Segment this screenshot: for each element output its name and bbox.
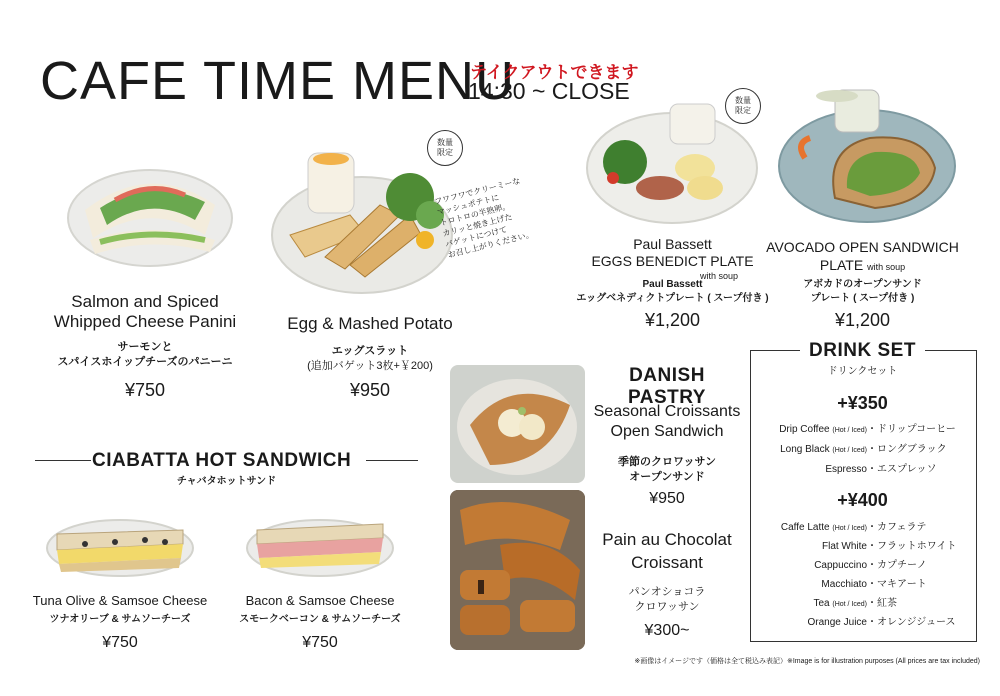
drink-row — [755, 575, 970, 594]
limited-badge — [427, 130, 463, 166]
drink-en: Drip Coffee — [779, 424, 830, 435]
drink-row — [755, 556, 970, 575]
badge-line2: 限定 — [437, 148, 453, 157]
drink-jp: ・ドリップコーヒー — [867, 424, 956, 435]
badge-line1: 数量 — [735, 96, 751, 105]
avocado-with-soup: with soup — [867, 262, 906, 272]
benedict-name-line1: Paul Bassett — [633, 236, 712, 252]
pain-name-line2: Croissant — [631, 553, 703, 572]
avocado-plate-image — [775, 88, 960, 223]
tuna-photo — [45, 500, 195, 580]
egg-name: Egg & Mashed Potato — [287, 314, 453, 333]
egg-photo — [270, 145, 455, 295]
avocado-name-line2: PLATE — [819, 257, 864, 273]
panini-name-line1: Salmon and Spiced — [71, 292, 219, 311]
pain-jp-line2: クロワッサン — [634, 601, 700, 613]
egg-description-note: フワフワでクリーミーな マッシュポテトに トロトロの半熟卵。 カリッと焼き上げた バゲットにつけて お召し上がりください。 — [433, 176, 535, 260]
drink-jp: ・オレンジジュース — [867, 617, 956, 628]
benedict-jp-line2: エッグベネディクトプレート ( スープ付き ) — [576, 293, 769, 304]
avocado-price: ¥1,200 — [834, 310, 891, 330]
panini-jp-line2: スパイスホイップチーズのパニーニ — [57, 356, 233, 368]
bacon-jp: スモークベーコン & サムソーチーズ — [239, 614, 401, 625]
benedict-price: ¥1,200 — [644, 310, 701, 330]
panini-price: ¥750 — [124, 380, 166, 400]
bacon-photo — [245, 500, 395, 580]
drink-en: Macchiato — [821, 579, 867, 590]
drink-en: Long Black — [780, 444, 830, 455]
drink-en: Flat White — [821, 541, 867, 552]
egg-jp — [270, 344, 470, 374]
tuna-jp: ツナオリーブ & サムソーチーズ — [49, 614, 191, 625]
drink-jp: ・マキアート — [867, 579, 927, 590]
tuna-name: Tuna Olive & Samsoe Cheese — [32, 593, 208, 608]
avocado-name — [755, 238, 970, 276]
bacon-price: ¥750 — [302, 634, 338, 651]
seasonal-name-line1: Seasonal Croissants — [593, 403, 741, 420]
benedict-jp-line1: Paul Bassett — [642, 279, 703, 290]
egg-plate-image — [270, 145, 455, 295]
pain-jp — [592, 585, 742, 615]
seasonal-name — [592, 402, 742, 442]
drink-row — [755, 518, 970, 537]
avocado-photo — [775, 88, 960, 223]
ciabatta-rule-left — [35, 460, 91, 461]
benedict-jp — [565, 278, 780, 306]
bacon-name: Bacon & Samsoe Cheese — [245, 593, 395, 608]
pain-name-line1: Pain au Chocolat — [602, 530, 732, 549]
benedict-with-soup: with soup — [700, 271, 739, 281]
drink-jp: ・ロングブラック — [867, 444, 947, 455]
drink-row — [755, 440, 970, 460]
limited-badge-benedict — [725, 88, 761, 124]
avocado-name-line1: AVOCADO OPEN SANDWICH — [766, 239, 959, 255]
tuna-price: ¥750 — [102, 634, 138, 651]
drink-en: Cappuccino — [814, 560, 867, 571]
avocado-jp — [755, 278, 970, 306]
drink-jp: ・カプチーノ — [867, 560, 927, 571]
drink-note: (Hot / Iced) — [832, 447, 867, 454]
drink-set-jp: ドリンクセット — [827, 366, 898, 377]
page-title: CAFE TIME MENU — [40, 51, 516, 111]
drink-en: Caffe Latte — [780, 522, 830, 533]
tier1-price: +¥350 — [837, 393, 888, 413]
bacon-sandwich-image — [245, 500, 395, 580]
egg-jp-line2: (追加バゲット3枚+￥200) — [307, 360, 433, 372]
seasonal-croissant-photo — [450, 365, 585, 483]
panini-jp-line1: サーモンと — [117, 341, 173, 353]
drink-row — [755, 613, 970, 632]
seasonal-jp-line2: オープンサンド — [629, 471, 705, 483]
panini-name-line2: Whipped Cheese Panini — [53, 312, 237, 331]
pain-chocolat-image — [450, 490, 585, 650]
benedict-name — [575, 236, 770, 270]
seasonal-jp-line1: 季節のクロワッサン — [618, 456, 716, 468]
takeout-notice: テイクアウトできます — [470, 63, 639, 82]
pain-chocolat-photo — [450, 490, 585, 650]
seasonal-price: ¥950 — [649, 490, 685, 507]
avocado-jp-line2: プレート ( スープ付き ) — [810, 293, 915, 304]
panini-photo — [65, 140, 235, 270]
drink-jp: ・カフェラテ — [867, 522, 927, 533]
seasonal-jp — [592, 455, 742, 485]
panini-name — [30, 292, 260, 332]
pain-jp-line1: パンオショコラ — [628, 586, 706, 598]
footer-note: ※画像はイメージです（価格は全て税込み表記）※Image is for illustration purposes (All prices are tax included) — [634, 658, 980, 665]
avocado-jp-line1: アボカドのオープンサンド — [803, 279, 922, 290]
drink-note: (Hot / Iced) — [832, 427, 867, 434]
drink-row — [755, 420, 970, 440]
egg-price: ¥950 — [349, 380, 391, 400]
drink-jp: ・フラットホワイト — [867, 541, 957, 552]
drink-en: Tea — [813, 598, 830, 609]
panini-plate-image — [65, 140, 235, 270]
benedict-name-line2: EGGS BENEDICT PLATE — [591, 253, 754, 269]
ciabatta-title: CIABATTA HOT SANDWICH — [92, 450, 352, 471]
drink-row — [755, 594, 970, 613]
ciabatta-jp: チャバタホットサンド — [176, 476, 277, 487]
seasonal-name-line2: Open Sandwich — [610, 423, 724, 440]
drink-jp: ・紅茶 — [867, 598, 897, 609]
tier1-list — [755, 420, 970, 480]
danish-title: DANISH PASTRY — [628, 365, 706, 408]
seasonal-croissant-image — [450, 365, 585, 483]
drink-en: Espresso — [825, 464, 867, 475]
drink-note: (Hot / Iced) — [832, 601, 867, 608]
pain-name — [592, 528, 742, 574]
badge-line1: 数量 — [437, 138, 453, 147]
egg-jp-line1: エッグスラット — [331, 345, 409, 357]
drink-set-title: DRINK SET — [800, 340, 925, 362]
drink-row — [755, 460, 970, 480]
tuna-sandwich-image — [45, 500, 195, 580]
panini-jp — [30, 340, 260, 370]
drink-jp: ・エスプレッソ — [867, 464, 937, 475]
drink-row — [755, 537, 970, 556]
pain-price: ¥300~ — [644, 622, 690, 639]
drink-note: (Hot / Iced) — [832, 525, 867, 532]
badge-line2: 限定 — [735, 106, 751, 115]
ciabatta-rule-right — [366, 460, 418, 461]
hours: 14:30 ~ CLOSE — [468, 78, 630, 104]
drink-en: Orange Juice — [807, 617, 867, 628]
tier2-list — [755, 518, 970, 632]
tier2-price: +¥400 — [837, 490, 888, 510]
